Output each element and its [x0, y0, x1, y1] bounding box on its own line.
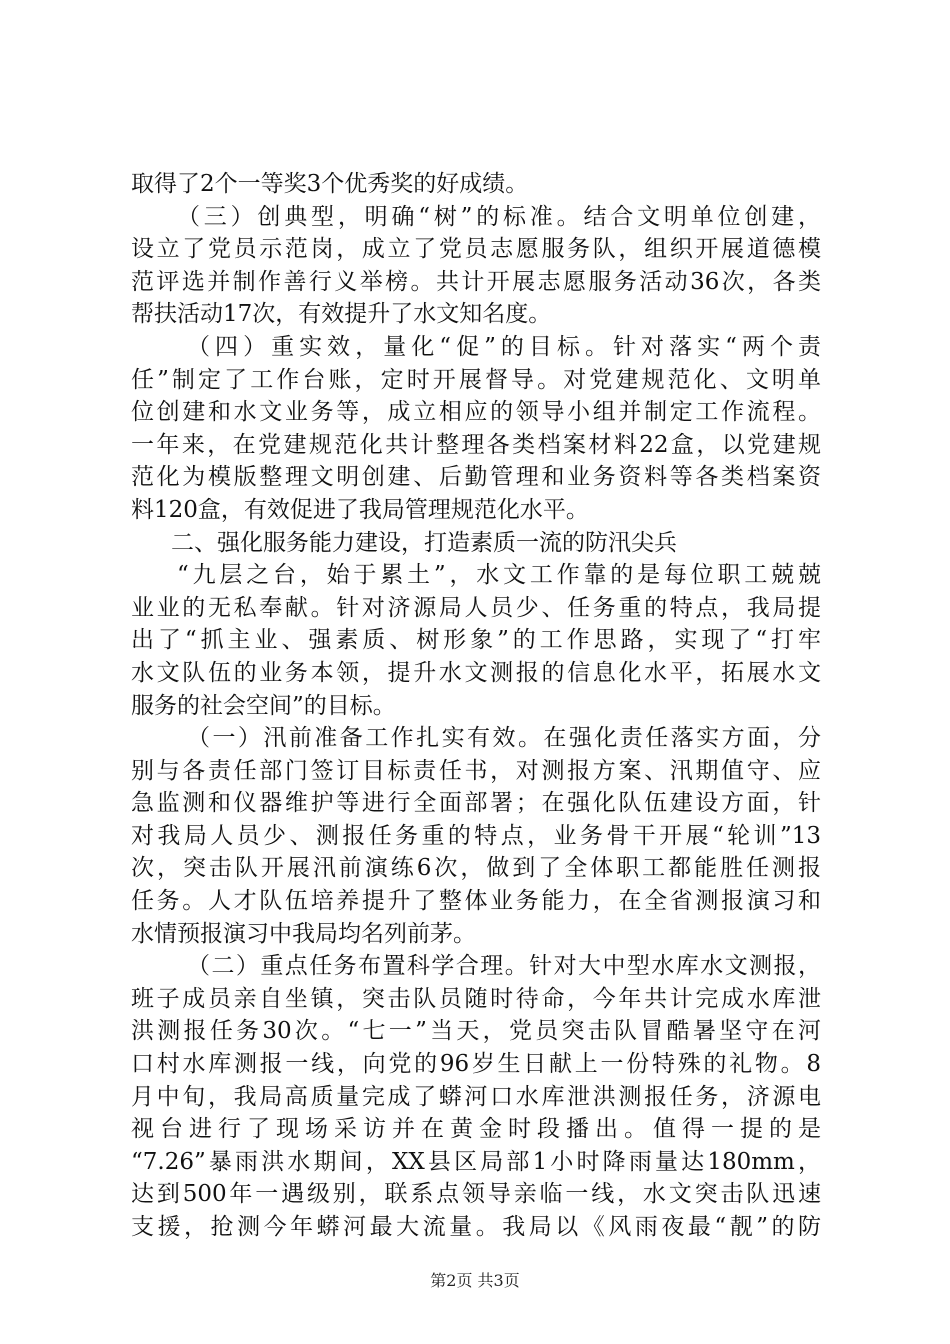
text-line: 出了“抓主业、强素质、树形象”的工作思路，实现了“打牢 — [131, 627, 821, 654]
text-line: 任务。人才队伍培养提升了整体业务能力，在全省测报演习和 — [131, 888, 821, 915]
page-footer: 第2页 共3页 — [430, 1271, 520, 1290]
text-line: 服务的社会空间”的目标。 — [131, 692, 396, 719]
text-line: 帮扶活动17次，有效提升了水文知名度。 — [131, 301, 552, 328]
text-line: 范评选并制作善行义举榜。共计开展志愿服务活动36次，各类 — [131, 268, 821, 295]
text-line: 视台进行了现场采访并在黄金时段播出。值得一提的是 — [131, 1116, 821, 1143]
text-line: （四）重实效，量化“促”的目标。针对落实“两个责 — [187, 333, 821, 360]
text-line: 二、强化服务能力建设，打造素质一流的防汛尖兵 — [171, 529, 677, 556]
text-line: 业业的无私奉献。针对济源局人员少、任务重的特点，我局提 — [131, 594, 821, 621]
text-line: 达到500年一遇级别，联系点领导亲临一线，水文突击队迅速 — [131, 1181, 821, 1208]
text-line: 支援，抢测今年蟒河最大流量。我局以《风雨夜最“靓”的防 — [131, 1214, 821, 1240]
text-line: 对我局人员少、测报任务重的特点，业务骨干开展“轮训”13 — [131, 822, 821, 849]
text-line: 次，突击队开展汛前演练6次，做到了全体职工都能胜任测报 — [131, 855, 821, 882]
text-line: 设立了党员示范岗，成立了党员志愿服务队，组织开展道德模 — [131, 236, 821, 263]
text-line: 料120盒，有效促进了我局管理规范化水平。 — [131, 496, 589, 523]
text-line: 月中旬，我局高质量完成了蟒河口水库泄洪测报任务，济源电 — [131, 1083, 821, 1110]
text-line: 洪测报任务30次。“七一”当天，党员突击队冒酷暑坚守在河 — [131, 1018, 821, 1045]
text-line: 急监测和仪器维护等进行全面部署；在强化队伍建设方面，针 — [131, 790, 821, 817]
text-line: 一年来，在党建规范化共计整理各类档案材料22盒，以党建规 — [131, 431, 821, 458]
text-line: 班子成员亲自坐镇，突击队员随时待命，今年共计完成水库泄 — [131, 985, 821, 1012]
text-line: （一）汛前准备工作扎实有效。在强化责任落实方面，分 — [187, 725, 821, 752]
text-line: “7.26”暴雨洪水期间，XX县区局部1小时降雨量达180mm， — [131, 1148, 821, 1175]
text-line: 口村水库测报一线，向党的96岁生日献上一份特殊的礼物。8 — [131, 1051, 821, 1078]
text-line: “九层之台，始于累土”，水文工作靠的是每位职工兢兢 — [177, 562, 821, 589]
text-line: 任”制定了工作台账，定时开展督导。对党建规范化、文明单 — [131, 366, 821, 393]
text-line: 范化为模版整理文明创建、后勤管理和业务资料等各类档案资 — [131, 464, 821, 491]
text-line: 取得了2个一等奖3个优秀奖的好成绩。 — [131, 171, 529, 197]
text-line: （二）重点任务布置科学合理。针对大中型水库水文测报， — [187, 953, 821, 980]
text-line: 位创建和水文业务等，成立相应的领导小组并制定工作流程。 — [131, 399, 821, 426]
document-body — [131, 168, 821, 1244]
text-line: 水文队伍的业务本领，提升水文测报的信息化水平，拓展水文 — [131, 659, 821, 686]
text-line: 水情预报演习中我局均名列前茅。 — [131, 920, 476, 947]
text-line: 别与各责任部门签订目标责任书，对测报方案、汛期值守、应 — [131, 757, 821, 784]
text-line: （三）创典型，明确“树”的标准。结合文明单位创建， — [177, 203, 821, 230]
